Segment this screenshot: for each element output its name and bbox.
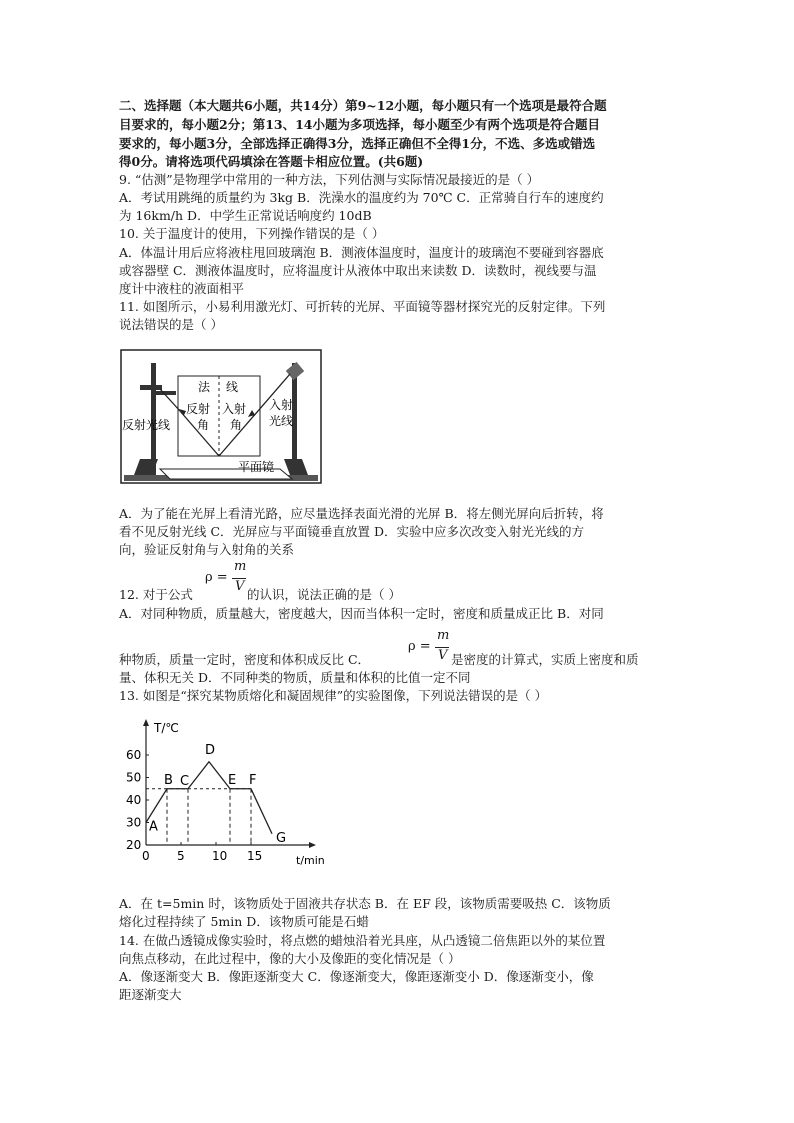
section-header-line-3: 要求的，每小题3分，全部选择正确得3分，选择正确但不全得1分，不选、多选或错选 [119,136,596,151]
q14-stem-line-1: 14. 在做凸透镜成像实验时，将点燃的蜡烛沿着光具座，从凸透镜二倍焦距以外的某位置 [119,933,606,948]
melting-curve-chart [122,718,332,868]
q13-stem: 13. 如图是“探究某物质熔化和凝固规律”的实验图像，下列说法错误的是（ ） [119,688,548,703]
q12-formula-inline [408,630,448,666]
normal-label-left: 法 [198,380,211,394]
formula-denominator: V [235,579,245,594]
q14-options-line-1: A．像逐渐变大 B．像距逐渐变大 C．像逐渐变大，像距逐渐变小 D．像逐渐变小，像 [119,969,594,984]
point-label: A [149,819,158,835]
formula-lhs-inline: ρ = [408,639,431,654]
formula-numerator-inline: m [437,628,450,643]
q13-options-line-2: 熔化过程持续了 5min D．该物质可能是石蜡 [119,914,369,929]
x-axis-arrow [309,842,316,848]
point-label: D [205,742,216,758]
q12-options-line-2-suffix: 是密度的计算式，实质上密度和质 [451,652,639,667]
section-header-line-2: 目要求的，每小题2分；第13、14小题为多项选择，每小题至少有两个选项是符合题目 [119,117,600,132]
q12-options-line-2-prefix: 种物质，质量一定时，密度和体积成反比 C． [119,652,371,667]
x-tick-label: 0 [142,849,150,863]
y-tick-label: 20 [126,838,142,852]
q14-options-line-2: 距逐渐变大 [119,987,182,1002]
point-label: G [276,830,287,846]
q10-options-line-3: 度计中液柱的液面相平 [119,281,245,296]
q12-stem-suffix: 的认识，说法正确的是（ ） [247,587,401,602]
q11-options-line-3: 向，验证反射角与入射角的关系 [119,542,295,557]
formula-denominator-inline: V [438,648,448,663]
y-tick-label: 60 [126,748,142,762]
formula-numerator: m [234,559,247,574]
y-axis-label: T/℃ [154,721,179,735]
mirror-label: 平面镜 [238,460,275,474]
q11-options-line-2: 看不见反射光线 C．光屏应与平面镜垂直放置 D．实验中应多次改变入射光光线的方 [119,524,585,539]
formula-lhs: ρ = [205,570,228,585]
x-tick-label: 5 [177,849,185,863]
q13-options-line-1: A．在 t=5min 时，该物质处于固液共存状态 B．在 EF 段，该物质需要吸热 C．该物质 [119,896,611,911]
q10-options-line-1: A．体温计用后应将液柱甩回玻璃泡 B．测液体温度时，温度计的玻璃泡不要碰到容器底 [119,245,604,260]
y-axis-arrow [143,719,149,726]
x-axis-label: t/min [296,854,325,867]
incident-ray-label-2: 光线 [269,414,294,428]
y-tick-label: 30 [126,815,142,830]
x-tick-label: 10 [212,849,228,863]
q12-stem-prefix: 12. 对于公式 [119,587,193,602]
q11-options-line-1: A．为了能在光屏上看清光路，应尽量选择表面光滑的光屏 B．将左侧光屏向后折转，将 [119,506,604,521]
incidence-angle-label-2: 角 [230,418,243,432]
reflected-ray-label: 反射光线 [122,418,171,432]
q10-options-line-2: 或容器壁 C．测液体温度时，应将温度计从液体中取出来读数 D．读数时，视线要与温 [119,263,597,278]
reflection-angle-label: 反射 [186,402,211,416]
q9-stem: 9. “估测”是物理学中常用的一种方法，下列估测与实际情况最接近的是（ ） [119,172,540,187]
q11-stem-line-1: 11. 如图所示，小易利用激光灯、可折转的光屏、平面镜等器材探究光的反射定律。下列 [119,299,606,314]
q12-formula [205,561,245,597]
y-tick-label: 40 [126,793,142,807]
point-label: B [164,772,173,788]
reflection-angle-label-2: 角 [197,418,210,432]
normal-label-right: 线 [226,380,239,394]
incidence-angle-label: 入射 [222,402,247,416]
section-header-line-4: 得0分。请将选项代码填涂在答题卡相应位置。(共6题) [119,154,424,169]
section-header-line-1: 二、选择题（本大题共6小题，共14分）第9~12小题，每小题只有一个选项是最符合题 [119,98,607,113]
y-tick-label: 50 [126,770,142,785]
point-label: F [249,772,257,788]
q9-options-line-1: A．考试用跳绳的质量约为 3kg B．洗澡水的温度约为 70℃ C．正常骑自行车的速度约 [119,190,604,205]
point-label: E [228,772,237,788]
q9-options-line-2: 为 16km/h D．中学生正常说话响度约 10dB [119,208,372,223]
q10-stem: 10. 关于温度计的使用，下列操作错误的是（ ） [119,226,385,241]
q11-stem-line-2: 说法错误的是（ ） [119,317,223,332]
q14-stem-line-2: 向焦点移动，在此过程中，像的大小及像距的变化情况是（ ） [119,951,461,966]
point-label: C [180,773,190,789]
reflection-experiment-figure [120,349,322,484]
x-tick-label: 15 [247,849,263,863]
incident-ray-label-1: 入射 [269,398,294,412]
q12-options-line-3: 量、体积无关 D．不同种类的物质，质量和体积的比值一定不同 [119,670,471,685]
q12-options-line-1: A．对同种物质，质量越大，密度越大，因而当体积一定时，密度和质量成正比 B．对同 [119,606,604,621]
